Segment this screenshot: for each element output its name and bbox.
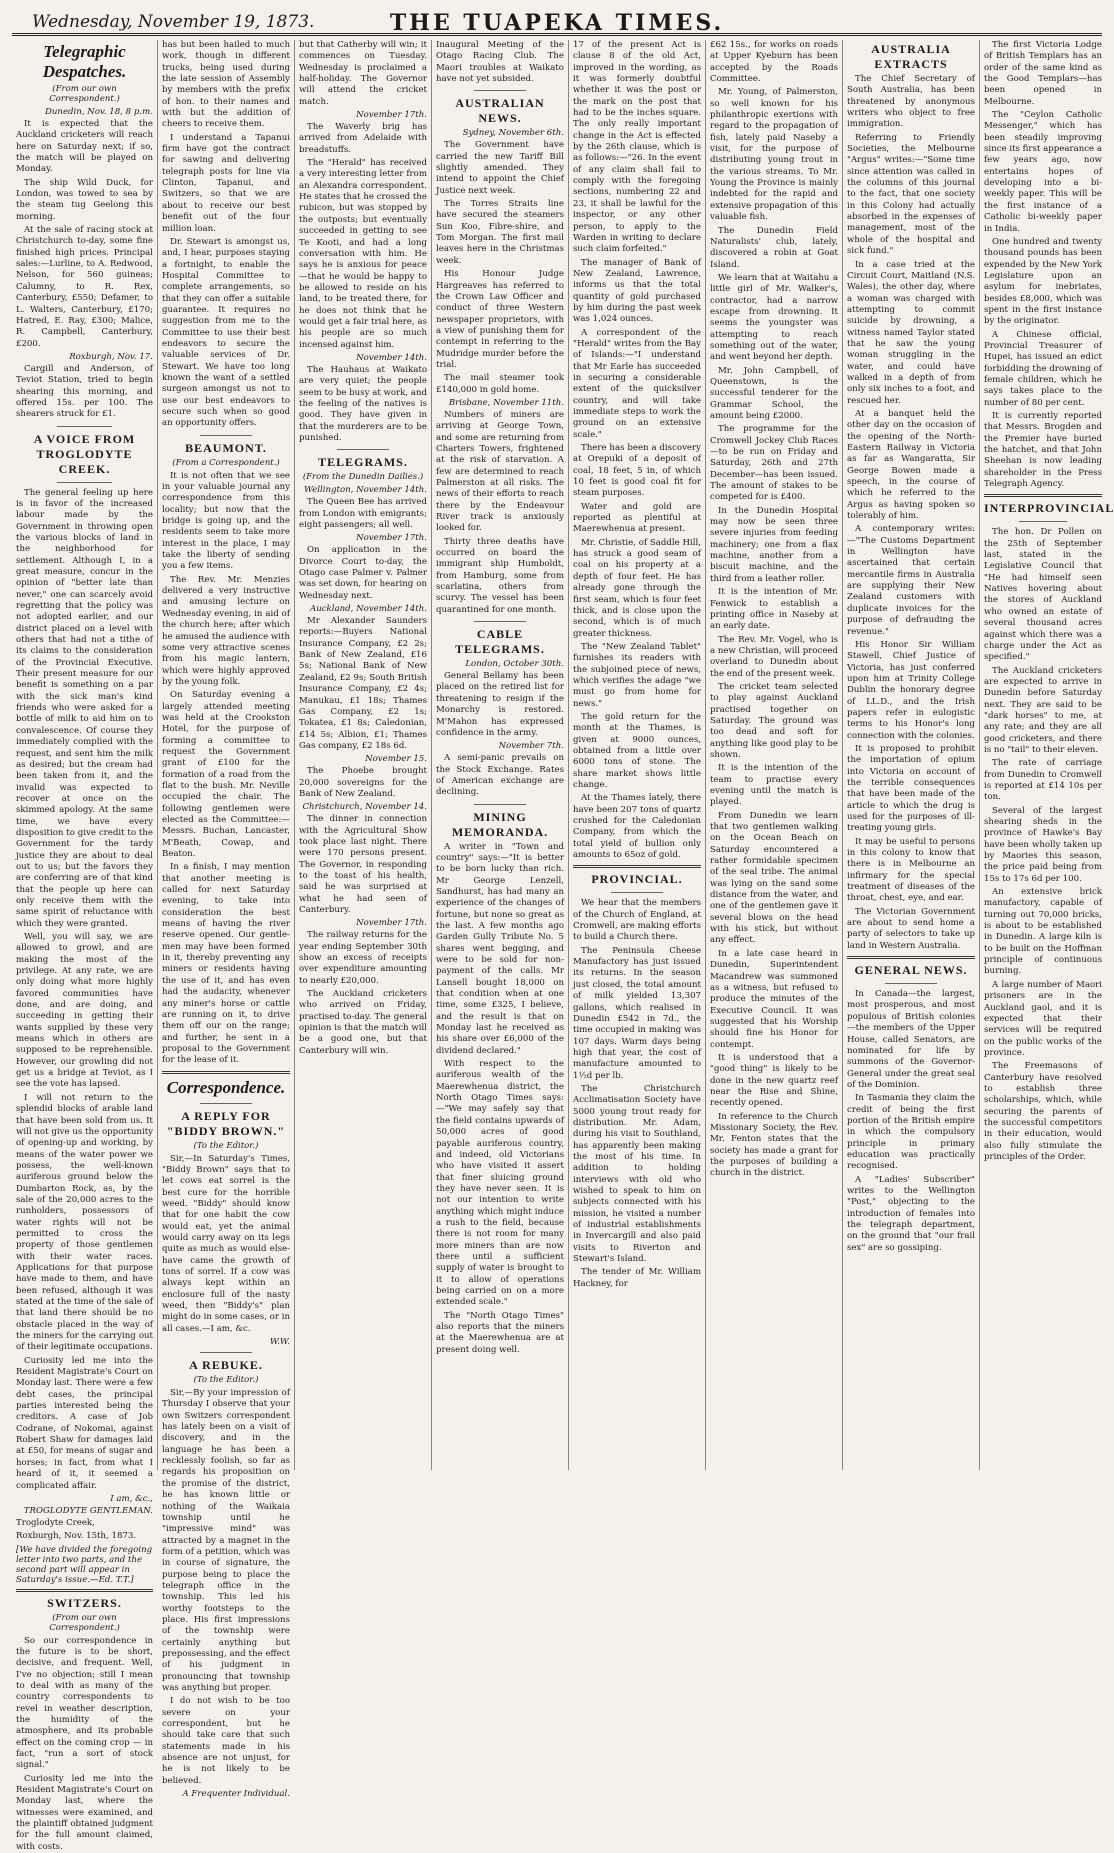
dateline: Christchurch, November 14.: [302, 802, 427, 813]
separator: [1019, 521, 1066, 522]
article-paragraph: It is expected that the Auckland cricketers will reach here on Saturday next; if so, the match will be played on Monday.: [16, 119, 153, 175]
separator: [573, 865, 701, 868]
article-paragraph: A semi-panic prevails on the Stock Exchange. Rates of American exchange are declining.: [436, 753, 564, 798]
article-paragraph: At the sale of racing stock at Christchurch to-day, some fine finished high prices. Principal sales:—Lurline, to A. Redwood, Nelson, for 560 guineas; Calumny, to R. Rex, Canterbury, £550; Defamer, to L. Walters, Canterbury, £170; Hatred, E. Ray, £300; Malice, R. Campbell, Canterbury, £200.: [16, 225, 153, 349]
signature-place: Troglodyte Creek,: [16, 1517, 95, 1528]
separator: [474, 621, 525, 622]
separator: [984, 494, 1102, 497]
section-heading-beaumont: BEAUMONT.: [185, 440, 267, 455]
article-paragraph: The mail steamer took £140,000 in gold home.: [436, 373, 564, 395]
section-heading-correspondence: Correspondence.: [166, 1077, 286, 1097]
column-rule: [294, 40, 295, 1470]
article-paragraph: Mr. Young, of Palmerston, so well known for his philanthropic exertions with regard to the propagation of fish, lately paid Naseby a visit, for the purpose of distributing young trout in the various streams. To Mr. Young the Province is mainly indebted for the rapid and extensive propagation of this valuable fish.: [710, 87, 838, 223]
article-paragraph: One hundred and twenty thousand pounds has been expended by the New York Legislature upon an asylum for inebriates, besides £8,000, which was spent in the first instance by the originator.: [984, 236, 1102, 327]
article-paragraph: We learn that at Waitahu a little girl of Mr. Walker's, contractor, had a narrow escape from drowning. It seems the youngster was attempting to reach something out of the water, and went beyond her depth.: [710, 272, 838, 363]
article-paragraph: Mr. John Campbell, of Queenstown, is the successful tenderer for the Grammar School, the amount being £2000.: [710, 365, 838, 421]
column-1: [14, 40, 155, 1852]
article-paragraph: The Government have carried the new Tariff Bill slightly amended. They intend to appoint the Chief Justice next week.: [436, 140, 564, 196]
dateline: November 15.: [365, 754, 427, 765]
article-paragraph: Well, you will say, we are allowed to growl, and are making the most of the privilege. At any rate, we are only doing what more highly favored communities have done, and are doing, and succeeding in getting their wants supplied by these very means which in others are supposed to be reprehensible. However, our growling did not get us a bridge at Teviot, as I see the vote has lapsed.: [16, 932, 153, 1090]
article-paragraph: A correspondent of the "Herald" writes from the Bay of Islands:—"I understand that Mr Earle has succeeded in securing a considerable extent of the quicksilver country, and will take immediate steps to work the ground on an extensive scale.": [573, 327, 701, 440]
section-heading-voice: A VOICE FROM TROGLODYTE CREEK.: [33, 431, 136, 476]
column-rule: [568, 40, 569, 1470]
article-paragraph: The Dunedin Field Naturalists' club, lately, discovered a robin at Goat Island.: [710, 225, 838, 270]
article-paragraph: The dinner in connection with the Agricultural Show took place last night. There were 170 persons present. The Governor, in responding to the toast of his health, said he was surprised at what he had seen of Canterbury.: [299, 814, 427, 915]
separator: [611, 892, 662, 893]
article-paragraph: Curiosity led me into the Resident Magistrate's Court on Monday last. There were a few debt cases, the principal parties interested being the creditors. A case of Job Codrane, of Nokomai, against Robert Shaw for damages laid at £50, for means of sugar and horses; in fact, from what I heard of it, it seemed a complicated affair.: [16, 1355, 153, 1491]
article-paragraph: The programme for the Cromwell Jockey Club Races—to be run on Friday and Saturday, 26th and 27th December—has been issued. The amount of stakes to be competed for is £400.: [710, 424, 838, 503]
article-paragraph: The hon. Dr Pollen on the 25th of September last, stated in the Legislative Council that "He had himself seen Natives hovering about the stores of Auckland who owned an estate of several thousand acres against which there was a charge under the Act as specified.": [984, 527, 1102, 663]
article-paragraph: We hear that the members of the Church of England, at Cromwell, are making efforts to build a Church there.: [573, 898, 701, 943]
article-paragraph: The Chief Secretary of South Australia, has been threatened by anonymous writers who object to free immigration.: [847, 74, 975, 130]
dateline: November 17th.: [356, 533, 427, 544]
section-subheading: (From the Dunedin Dailies.): [302, 472, 424, 483]
dateline: November 14th.: [356, 352, 427, 363]
separator: [200, 1103, 251, 1104]
article-paragraph: Cargill and Anderson, of Teviot Station, tried to begin shearing this morning, and offered 15s. per 100. The shearers struck for £1.: [16, 363, 153, 420]
article-paragraph: In a finish, I may mention that another meeting is called for next Saturday evening, to take into consideration the best means of having the river reserve opened. Our gentle-men may have been formed in it, thereby preventing any miners or residents having the use of it, and has even had the audacity, whenever any miner's horse or cattle are running on it, to drive them off our on the range; and further, he sent in a proposal to the Government for the lease of it.: [162, 862, 290, 1066]
dateline: Auckland, November 14th.: [310, 604, 427, 615]
section-heading-australian-news: AUSTRALIAN NEWS.: [455, 96, 545, 126]
article-paragraph: It is currently reported that Messrs. Brogden and the Premier have buried the hatchet, and that John Sheehan is now leading shareholder in the Press Telegraph Agency.: [984, 411, 1102, 490]
separator: [474, 804, 525, 805]
dateline: November 17th.: [356, 918, 427, 929]
separator: [200, 1352, 251, 1353]
article-paragraph: The Auckland cricketers are expected to arrive in Dunedin before Saturday next. They are said to be "dark horses" to me, at any rate; and they are all good cricketers, and there is no "tail" to their eleven.: [984, 665, 1102, 755]
article-paragraph: The manager of Bank of New Zealand, Lawrence, informs us that the total quantity of gold purchased by him during the past week was 1,024 ounces.: [573, 257, 701, 325]
article-paragraph: 17 of the present Act is clause 8 of the old Act, improved in the wording, as it was formerly doubtful whether it was the post or the mark on the post that had to be the inches square. The only really important change in the Act is effected by the 26th clause, which is as follows:—"26. In the event of any claim shall fail to comply with the foregoing sections, numbering 22 and 23, it shall be lawful for the inspector, or any other person, to apply to the Warden in writing to declare such claim forfeited.": [573, 40, 701, 255]
article-paragraph: The Phoebe brought 20,000 sovereigns for the Bank of New Zealand.: [299, 766, 427, 799]
article-paragraph: Referring to Friendly Societies, the Melbourne "Argus" writes:—"Some time since attention was called in the columns of this journal to the fact, that one society in this Colony had actually absorbed in the expenses of management, most of the whole of the hospital and sick fund.": [847, 132, 975, 257]
editor-note: [We have divided the foregoing letter into two parts, and the second part will appear in Saturday's issue.—Ed. T.T.]: [16, 1544, 153, 1585]
article-paragraph: The Waverly brig has arrived from Adelaide with breadstuffs.: [299, 122, 427, 155]
masthead: [12, 0, 1102, 36]
article-paragraph: The Hauhaus at Waikato are very quiet; the people seem to be busy at work, and the feeling of the natives is good. They have given in that the murderers are to be punished.: [299, 364, 427, 443]
section-heading-cable-telegrams: CABLE TELEGRAMS.: [455, 627, 545, 657]
article-paragraph: In a late case heard in Dunedin, Superintendent Macandrew was summoned as a witness, but refused to produce the minutes of the Executive Council. It was suggested that his Worship should fine his Honor for contempt.: [710, 948, 838, 1050]
signature: W.W.: [269, 1337, 290, 1348]
dateline: Brisbane, November 11th.: [448, 397, 564, 408]
section-heading-telegrams: TELEGRAMS.: [318, 455, 408, 470]
article-paragraph: General Bellamy has been placed on the retired list for threatening to resign if the Monarchy is restored. M'Mahon has expressed confidence in the army.: [436, 671, 564, 738]
article-paragraph: The Rev. Mr. Menzies delivered a very instructive and amusing lecture on Wednesday evening, in aid of the church here; after which he amused the audience with some very attractive scenes from his magic lantern, which were highly approved by the young folk.: [162, 574, 290, 687]
article-heading-reply: A REPLY FOR "BIDDY BROWN.": [166, 1108, 286, 1138]
article-paragraph: In reference to the Church Missionary Society, the Rev. Mr. Fenton states that the society has made a grant for the purposes of building a church in the district.: [710, 1111, 838, 1179]
section-heading-australia-extracts: AUSTRALIA EXTRACTS: [871, 42, 951, 71]
column-rule: [842, 40, 843, 1470]
dateline: November 7th.: [498, 741, 564, 752]
article-paragraph: Sir,—In Saturday's Times, "Biddy Brown" says that to let cows eat sorrel is the best cure for the horrible weed. "Biddy" should know that for one habit the cow would eat, yet the animal would carry away on its legs quite as much as would else-have came the growth of tons of sorrel. If a cow was always kept within an enclosure full of the nasty weed, then "Biddy's" plan might do in some cases, or in all cases.—I am, &c.: [162, 1153, 290, 1334]
separator: [337, 449, 388, 450]
article-paragraph: From Dunedin we learn that two gentlemen walking on the Ocean Beach on Saturday encountered a rather formidable specimen of the seal tribe. The animal was lying on the sand some distance from the water, and one of the gentlemen gave it several blows on the head with his stick, but without any effect.: [710, 810, 838, 946]
section-subheading: (From our own Correspondent.): [49, 84, 120, 104]
article-paragraph: £62 15s., for works on roads at Upper Kyeburn has been accepted by the Roads Committee.: [710, 40, 838, 85]
separator: [200, 435, 251, 436]
separator: [57, 426, 112, 427]
article-paragraph: On Saturday evening a largely attended meeting was held at the Crookston Hotel, for the purpose of forming a committee to request the Government grant of £100 for the formation of a road from the flat to the bush. Mr. Neville occupied the chair. The following gentlemen were elected as the Committee:—Messrs. Buchan, Lancaster, M'Beath, Cowap, and Beaton.: [162, 690, 290, 860]
dateline: Sydney, November 6th.: [462, 128, 564, 139]
article-paragraph: The railway returns for the year ending September 30th show an excess of receipts over expenditure amounting to nearly £20,000.: [299, 930, 427, 986]
article-paragraph: The Victorian Government are about to send home a party of selectors to take up land in Western Australia.: [847, 906, 975, 951]
article-paragraph: So our correspondence in the future is to be short, decisive, and frequent. Well, I've no objection; still I mean to deal with as many of the country correspondents to revel in weather description, the humidity of the atmosphere, and its probable effect on the coming crop — in fact, "run a sort of stock signal.": [16, 1635, 153, 1771]
separator: [474, 90, 525, 91]
article-paragraph: A writer in "Town and country" says:—"It is better to be born lucky than rich. Mr George Lenzell, Sandhurst, has had many an experience of the changes of fortune, but none so great as the last. A few months ago Garden Gully Tribute No. 5 shares went begging, and were to be sold for non-payment of the calls. Mr Lansell bought 18,000 on that condition when at one time, some £325, I believe, and the result is that on Monday last he received as his share over £6,000 of the dividend declared.": [436, 841, 564, 1056]
article-paragraph: In a case tried at the Circuit Court, Maitland (N.S. Wales), the other day, where a woman was charged with attempting to commit suicide by drowning, a witness named Taylor stated that he saw the young woman struggling in the water, and could have walked in a depth of from only six inches to a foot, and rescued her.: [847, 259, 975, 406]
article-paragraph: On application in the Divorce Court to-day, the Otago case Palmer v. Palmer was set down, for hearing on Wednesday next.: [299, 545, 427, 601]
section-subheading: (To the Editor.): [193, 1375, 259, 1386]
article-paragraph: The general feeling up here is in favor of the increased labour made by the Government in throwing open the various blocks of land in the neighborhood for settlement. Although I, in a great measure, concur in the opinion of "better late than never," one can scarcely avoid regretting that the policy was not adopted earlier, and our district placed on a level with others that had not a tithe of its claims to the consideration of the Provincial Executive. Their present measure for our benefit is something on a par with the sick man's kind friends who were asked for a bottle of milk to aid him on to convalescence. Of course they immediately complied with the request, and sent him the milk as desired; but the cream had been taken from it, and the invalid was expected to recover at once on the skimmed apology. At the same time, we have every disposition to give credit to the Government for the tardy justice they are about to deal out to us; but the favors they are conferring are of that kind that the people up here can only receive them with the same spirit of reluctance with which they were granted.: [16, 487, 153, 929]
article-paragraph: A large number of Maori prisoners are in the Auckland gaol, and it is expected that their services will be required on the public works of the province.: [984, 979, 1102, 1058]
separator: [57, 482, 112, 483]
signature: A Frequenter Individual.: [182, 1789, 290, 1800]
article-paragraph: Sir,—By your impression of Thursday I observe that your own Switzers correspondent has lately been on a visit of discovery, and in the language he has been a recklessly foolish, so far as regards his proposition on the promise of the district, he has known little or nothing of the Waikaia township until he "impressive mind" was attracted by a magnet in the form of a petition, which was in course of signature, the purpose being to place the telegraph office in the township. This led his worthy footsteps to the place. His first impressions of the township were certainly anything but prepossessing, and the effect of his judgment in pronouncing that township was anything but proper.: [162, 1388, 290, 1693]
column-6: [708, 40, 840, 1470]
article-paragraph: The "New Zealand Tablet" furnishes its readers with the subjoined piece of news, which verifies the adage "we must go from home for news.": [573, 641, 701, 709]
article-paragraph: The tender of Mr. William Hackney, for: [573, 1267, 701, 1289]
article-paragraph: At the Thames lately, there have been 207 tons of quartz crushed for the Caledonian Company, from which the total yield of bullion only amounts to 65oz of gold.: [573, 793, 701, 861]
article-heading-rebuke: A REBUKE.: [189, 1358, 263, 1373]
article-paragraph: There has been a discovery at Orepuki of a deposit of coal, 18 feet, 5 in, of which 10 feet is good coal fit for steam purposes.: [573, 443, 701, 499]
column-7: [845, 40, 977, 1470]
article-paragraph: Dr. Stewart is amongst us, and, I hear, purposes staying a fortnight, to enable the Hospital Committee to complete arrangements, so that they can offer a suitable guarantee. It requires no suggestion from me to the Committee to use their best endeavors to secure the valuable services of Dr. Stewart. We have too long known the want of a settled surgeon amongst us not to use our best endeavors to secure such when so good an opportunity offers.: [162, 236, 290, 429]
dateline: London, October 30th.: [465, 659, 564, 670]
dateline: Roxburgh, Nov. 17.: [69, 351, 153, 362]
signature-date: Roxburgh, Nov. 15th, 1873.: [16, 1531, 137, 1542]
section-heading-interprovincial: INTERPROVINCIAL: [984, 501, 1114, 516]
article-paragraph: It is the intention of the team to practise every evening until the match is played.: [710, 763, 838, 808]
section-heading-provincial: PROVINCIAL.: [591, 872, 683, 887]
article-paragraph: Inaugural Meeting of the Otago Racing Club. The Maori troubles at Waikato have not yet subsided.: [436, 40, 564, 85]
column-rule: [157, 40, 158, 1470]
column-rule: [705, 40, 706, 1470]
article-paragraph: The Rev. Mr. Vogel, who is a new Christian, will proceed overland to Dunedin about the end of the present week.: [710, 634, 838, 679]
section-heading-mining: MINING MEMORANDA.: [451, 809, 549, 839]
section-heading-telegraphic: Telegraphic Despatches.: [42, 42, 127, 81]
article-paragraph: Thirty three deaths have occurred on board the immigrant ship Humboldt, from Hamburg, some from scarlatina, others from scurvy. The vessel has been quarantined for one month.: [436, 536, 564, 615]
section-subheading: (From a Correspondent.): [172, 457, 280, 468]
column-5: [571, 40, 703, 1470]
article-paragraph: Several of the largest shearing sheds in the province of Hawke's Bay have been wholly taken up by Maories this season, the price paid being from 15s to 17s 6d per 100.: [984, 805, 1102, 884]
article-paragraph: I will not return to the splendid blocks of arable land that have been sold from us. It will not give us the opportunity of opening-up and working, by means of the water power we possess, the well-known auriferous ground below the Dumbarton Rock, as, by the sale of the 20,000 acres to the runholders, possessors of water rights will not be permitted to cross the property of those gentlemen with their water races. Applications for that purpose have made to them, and have been refused, although it was stated at the time of the sale of that land there should be no obstacle placed in the way of the miners for the carrying out of their legitimate occupations.: [16, 1092, 153, 1353]
dateline: November 17th.: [356, 110, 427, 121]
column-2: [160, 40, 292, 1800]
article-paragraph: Numbers of miners are arriving at George Town, and some are returning from Charters Towers, frightened at the risk of starvation. A few are determined to reach Palmerston at all risks. The news of their efforts to reach there by the Endeavour River track is anxiously looked for.: [436, 409, 564, 534]
separator: [847, 956, 975, 959]
article-paragraph: His Honour Judge Hargreaves has referred to the Crown Law Officer and conduct of three Western newspaper proprietors, with a view of punishing them for contempt in referring to the Mudridge murder before the trial.: [436, 269, 564, 370]
article-paragraph: Mr Alexander Saunders reports:—Buyers National Insurance Company, £2 2s; Bank of New Zealand, £16 5s; National Bank of New Zealand, £2 9s; South British Insurance Company, £2 4s; Manukau, £1 18s; Thames Gas Company, £2 1s; Tokatea, £1 8s; Caledonian, £14 5s; Albion, £1; Thames Gas company, £2 18s 6d.: [299, 616, 427, 751]
article-paragraph: At a banquet held the other day on the occasion of the opening of the North-Eastern Railway in Victoria as far as Wangaratta, Sir George Bowen made a speech, in the course of which he referred to the Argus as having spoken so tolerably of him.: [847, 408, 975, 522]
section-heading-switzers: SWITZERS.: [47, 1595, 122, 1610]
article-paragraph: Water and gold are reported as plentiful at Maerewhenua at present.: [573, 501, 701, 535]
article-paragraph: The Freemasons of Canterbury have resolved to establish three scholarships, which, while securing the parents of the successful competitors in their education, would also fully stimulate the principles of the Order.: [984, 1061, 1102, 1162]
article-paragraph: but that Catherby will win; it commences on Tuesday. Wednesday is proclaimed a half-holiday. The Governor will attend the cricket match.: [299, 40, 427, 107]
article-paragraph: A Chinese official, Provincial Treasurer of Hupei, has issued an edict forbidding the drowning of female children, which he says takes place to the number of 80 per cent.: [984, 329, 1102, 408]
article-paragraph: In the Dunedin Hospital may now be seen three severe injuries from feeding machinery; one from a flax machine, another from a biscuit machine, and the third from a leather roller.: [710, 505, 838, 584]
article-paragraph: Mr. Christie, of Saddle Hill, has struck a good seam of coal on his property at a depth of four feet. He has already gone through the first seam, which is four feet thick, and is close upon the second, which is of much greater thickness.: [573, 537, 701, 639]
article-paragraph: The Auckland cricketers who arrived on Friday, practised to-day. The general opinion is that the match will be a good one, but that Canterbury will win.: [299, 989, 427, 1056]
newspaper-title: THE TUAPEKA TIMES.: [389, 10, 725, 36]
article-paragraph: It is understood that a "good thing" is likely to be done in the new quartz reef near the Rise and Shine, recently opened.: [710, 1052, 838, 1109]
section-subheading: (To the Editor.): [193, 1140, 259, 1151]
article-paragraph: It is proposed to prohibit the importation of opium into Victoria on account of the terrible consequences that have been made of the article to which the drug is used for the purposes of ill-treating young girls.: [847, 743, 975, 834]
separator: [16, 1589, 153, 1592]
article-paragraph: The first Victoria Lodge of British Templars has an order of the same kind as the Good Templars—has been opened in Melbourne.: [984, 40, 1102, 107]
article-paragraph: A contemporary writes:—"The Customs Department in Wellington have ascertained that certain mercantile firms in Australia are supplying their New Zealand customers with duplicate invoices for the purpose of defrauding the revenue.": [847, 524, 975, 637]
section-subheading: (From our own Correspondent.): [49, 1612, 120, 1633]
dateline: Wellington, November 14th.: [304, 485, 427, 496]
signature: I am, &c.,: [110, 1493, 153, 1504]
signature: TROGLODYTE GENTLEMAN.: [23, 1505, 153, 1516]
article-paragraph: The Queen Bee has arrived from London with emigrants; eight passengers; all well.: [299, 497, 427, 531]
article-paragraph: It is the intention of Mr. Fenwick to establish a printing office in Naseby at an early date.: [710, 587, 838, 632]
column-rule: [979, 40, 980, 1470]
article-paragraph: The cricket team selected to play against Auckland practised together on Saturday. The ground was too dead and soft for anything like good play to be shown.: [710, 681, 838, 760]
article-paragraph: The Christchurch Acclimatisation Society have 5000 young trout ready for distribution. Mr. Adam, during his visit to Southland, has apparently been making the most of his time. In addition to holding interviews with old who wished to speak to him on subjects connected with his mission, he visited a number of industrial establishments in Invercargill and also paid visits to Riverton and Stewart's Island.: [573, 1083, 701, 1265]
column-8: [982, 40, 1114, 1470]
article-paragraph: It may be useful to persons in this colony to know that there is in Melbourne an infirmary for the special treatment of diseases of the throat, chest, eye, and ear.: [847, 836, 975, 904]
separator: [885, 983, 936, 984]
article-paragraph: It is not often that we see in your valuable journal any correspondence from this locality; but now that the bridge is going up, and the residents seem to take more interest in the place, I may take the liberty of sending you a few items.: [162, 470, 290, 572]
article-paragraph: The Torres Straits line have secured the steamers Sun Koo, Fibre-shire, and Tom Morgan. The first mail leaves here in the Christmas week.: [436, 199, 564, 266]
separator: [162, 1071, 290, 1074]
column-3: [297, 40, 429, 1470]
article-paragraph: I understand a Tapanui firm have got the contract for sawing and delivering telegraph posts for line via Clinton, Tapanui, and Switzers, so that we are about to receive our best benefit out of the four million loan.: [162, 132, 290, 234]
article-paragraph: Curiosity led me into the Resident Magistrate's Court on Monday last, where the witnesses were examined, and the plaintiff obtained judgment for the full amount claimed, with costs.: [16, 1773, 153, 1852]
issue-date: Wednesday, November 19, 1873.: [32, 12, 315, 32]
column-rule: [431, 40, 432, 1470]
article-paragraph: I do not wish to be too severe on your correspondent, but he should take care that such statements made in his absence are not unjust, for he is not likely to be believed.: [162, 1696, 290, 1786]
article-paragraph: The "Herald" has received a very interesting letter from an Alexandra correspondent. He states that he crossed the rubicon, but was stopped by the outposts; but eventually succeeded in getting to see Te Kooti, and had a long conversation with him. He says he is anxious for peace—that he would be happy to be allowed to reside on his land, to be treated there, for he does not think that he would get a fair trial here, as his people are so much incensed against him.: [299, 158, 427, 350]
article-paragraph: has but been hailed to much work, though in different trucks, being used during the late session of Assembly by members with the prefix of hon. to their names and with but the addition of cheers to receive them.: [162, 40, 290, 130]
article-paragraph: In Canada—the largest, most prosperous, and most populous of British colonies—the members of the Upper House, called Senators, are nominated for life by summons of the Governor-General under the great seal of the Dominion.: [847, 989, 975, 1090]
article-paragraph: In Tasmania they claim the credit of being the first portion of the British empire in which the compulsory principle in primary education was practically recognised.: [847, 1093, 975, 1172]
article-paragraph: The Peninsula Cheese Manufactory has just issued its returns. In the season just closed, the total amount of milk yielded 13,307 gallons, which realised in Dunedin £542 in 7d., the time occupied in making was 107 days. Warm days being high that year, the cost of manufacture amounted to 1½d per lb.: [573, 945, 701, 1081]
article-paragraph: The "Ceylon Catholic Messenger," which has been steadily improving since its first appearance a few years ago, now entertains hopes of developing into a bi-weekly paper. This will be the first instance of a Catholic bi-weekly paper in India.: [984, 110, 1102, 234]
article-paragraph: An extensive brick manufactory, capable of turning out 70,000 bricks, is about to be established in Dunedin. A large kiln is to be built on the Hoffman principle of continuous burning.: [984, 887, 1102, 977]
section-heading-general-news: GENERAL NEWS.: [854, 963, 968, 978]
article-paragraph: The gold return for the month at the Thames, is given at 9000 ounces, obtained from a little over 6000 tons of stone. The share market shows little change.: [573, 711, 701, 790]
article-paragraph: The ship Wild Duck, for London, was towed to sea by the steam tug Geelong this morning.: [16, 177, 153, 222]
dateline: Dunedin, Nov. 18, 8 p.m.: [45, 107, 153, 117]
column-4: [434, 40, 566, 1470]
article-paragraph: The rate of carriage from Dunedin to Cromwell is reported at £14 10s per ton.: [984, 758, 1102, 803]
article-paragraph: With respect to the auriferous wealth of the Maerewhenua district, the North Otago Times says:—"We may safely say that the field contains upwards of 50,000 acres of good payable auriferous country, and indeed, old Victorians who have visited it assert that finer sluicing ground they have never seen. It is not our intention to write anything which might induce a rush to the field, because there is not room for many more miners than are now there until a sufficient supply of water is brought to it to allow of operations being carried on on a more extended scale.": [436, 1059, 564, 1308]
article-paragraph: His Honor Sir William Stawell, Chief Justice of Victoria, has just conferred upon him at Trinity College Dublin the honorary degree of LL.D., and the Irish papers refer in eulogistic terms to his Honor's long connection with the colonies.: [847, 639, 975, 741]
article-paragraph: The "North Otago Times" also reports that the miners at the Maerewhenua are at present doing well.: [436, 1310, 564, 1355]
article-paragraph: A "Ladies' Subscriber" writes to the Wellington "Post," objecting to the introduction of females into the telegraph department, on the ground that "our frail sex" are so gossiping.: [847, 1174, 975, 1253]
